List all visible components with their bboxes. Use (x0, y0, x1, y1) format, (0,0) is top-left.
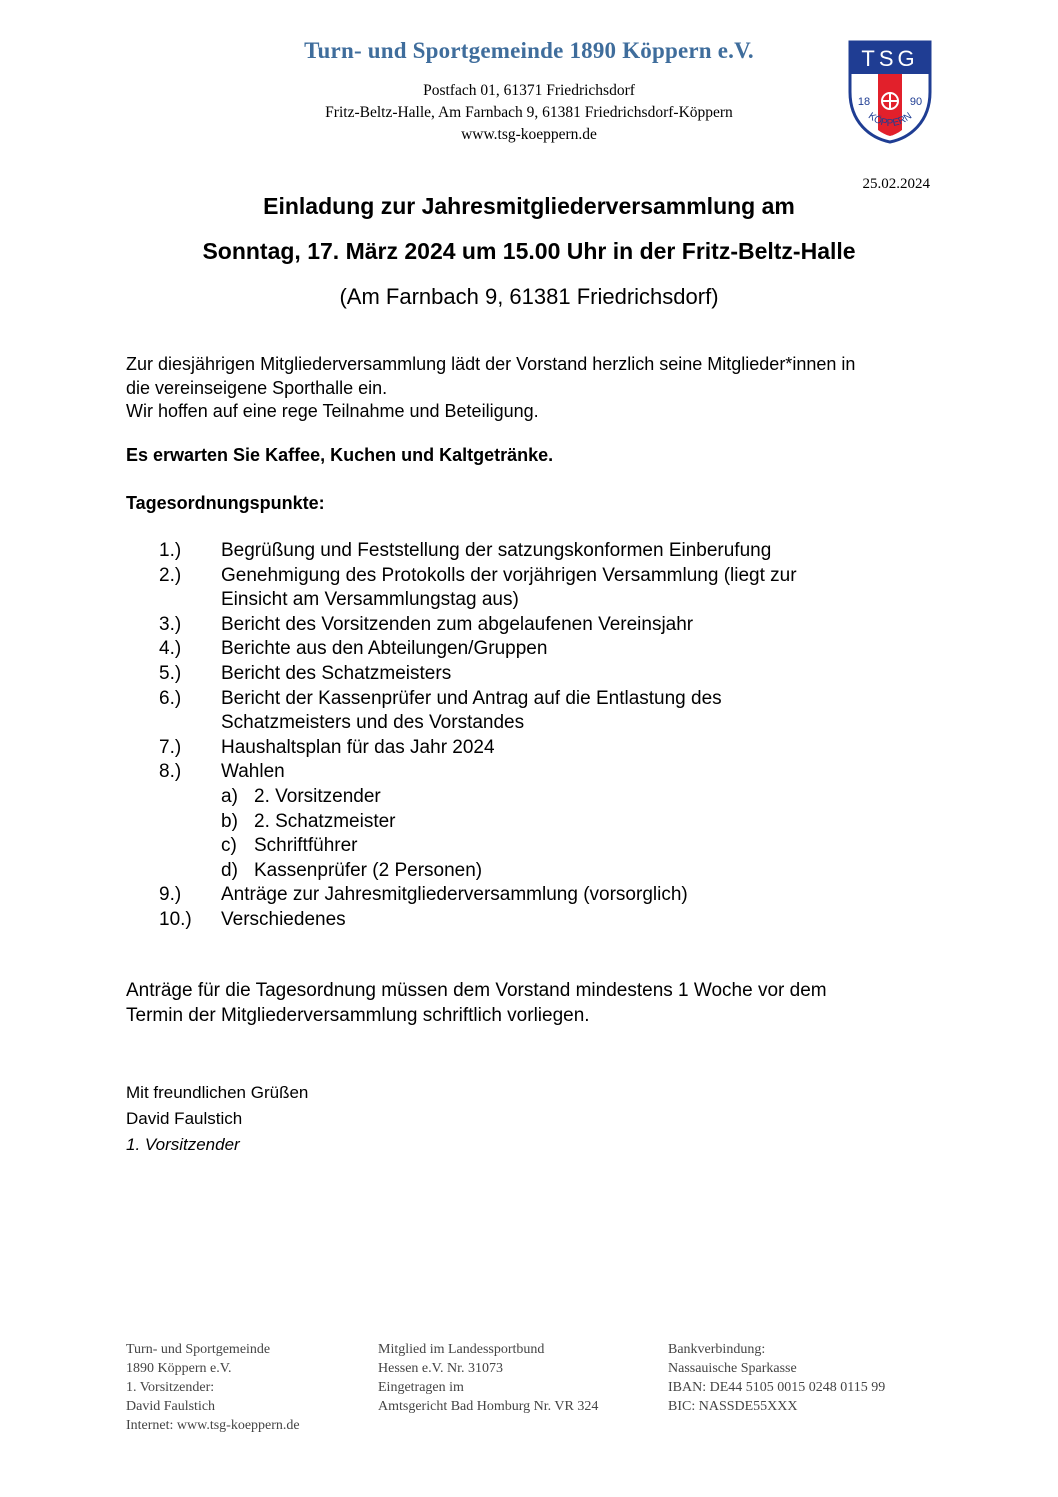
footer-line: Nassauische Sparkasse (668, 1361, 797, 1376)
agenda-item (126, 687, 946, 712)
agenda-item (126, 662, 946, 687)
agenda-text: Begrüßung und Feststellung der satzungskonformen Einberufung (221, 540, 772, 561)
agenda-text: Haushaltsplan für das Jahr 2024 (221, 736, 495, 758)
agenda-text: Wahlen (221, 761, 285, 783)
closing-line: Termin der Mitgliederversammlung schriftlich vorliegen. (126, 1005, 590, 1026)
agenda-text: Verschiedenes (221, 908, 346, 930)
refreshments-note: Es erwarten Sie Kaffee, Kuchen und Kaltgetränke. (126, 445, 554, 465)
agenda-text: Bericht des Vorsitzenden zum abgelaufenen Vereinsjahr (221, 613, 694, 635)
logo-town-text: KÖPPERN (865, 110, 915, 130)
agenda-number: 5.) (159, 662, 182, 684)
agenda-item (126, 564, 946, 589)
intro-line: Wir hoffen auf eine rege Teilnahme und Beteiligung. (126, 401, 539, 421)
footer-line: David Faulstich (126, 1399, 216, 1414)
footer-line: BIC: NASSDE55XXX (668, 1399, 798, 1414)
intro-paragraph (126, 353, 936, 424)
agenda-item-continuation (126, 711, 946, 736)
agenda-subitem (126, 859, 946, 884)
footer-line: Internet: www.tsg-koeppern.de (126, 1418, 300, 1433)
subitem-text: 2. Schatzmeister (254, 810, 396, 832)
agenda-text: Berichte aus den Abteilungen/Gruppen (221, 638, 548, 660)
footer-line: 1. Vorsitzender: (126, 1380, 215, 1395)
postal-address: Postfach 01, 61371 Friedrichsdorf (423, 82, 635, 99)
agenda-number: 6.) (159, 687, 182, 709)
agenda-list (126, 539, 946, 933)
intro-line: die vereinseigene Sporthalle ein. (126, 377, 388, 398)
agenda-number: 7.) (159, 736, 182, 758)
footer-line: Mitglied im Landessportbund (378, 1342, 545, 1357)
subitem-letter: b) (221, 810, 238, 832)
agenda-item (126, 736, 946, 761)
agenda-item (126, 637, 946, 662)
footer-registration-info (378, 1340, 598, 1416)
agenda-number: 3.) (159, 613, 182, 635)
agenda-item (126, 883, 946, 908)
agenda-subitem (126, 834, 946, 859)
signatory-role: 1. Vorsitzender (126, 1135, 240, 1154)
subitem-text: Schriftführer (254, 835, 358, 857)
subitem-text: 2. Vorsitzender (254, 785, 381, 807)
agenda-text: Bericht des Schatzmeisters (221, 662, 452, 684)
agenda-item (126, 613, 946, 638)
footer-bank-info (668, 1340, 885, 1416)
signature-block (126, 1080, 308, 1158)
footer-line: Eingetragen im (378, 1380, 464, 1395)
footer-line: IBAN: DE44 5105 0015 0248 0115 99 (668, 1380, 886, 1395)
closing-line: Anträge für die Tagesordnung müssen dem Vorstand mindestens 1 Woche vor dem (126, 980, 827, 1001)
document-date: 25.02.2024 (862, 176, 930, 192)
agenda-item (126, 539, 946, 564)
logo-year-left: 18 (857, 96, 871, 108)
agenda-heading: Tagesordnungspunkte: (126, 493, 325, 513)
footer-line: Hessen e.V. Nr. 31073 (378, 1361, 503, 1376)
agenda-subitem (126, 810, 946, 835)
agenda-text: Einsicht am Versammlungstag aus) (221, 589, 519, 611)
website: www.tsg-koeppern.de (461, 126, 597, 143)
footer-line: Bankverbindung: (668, 1342, 766, 1357)
agenda-number: 9.) (159, 884, 182, 906)
title-line-2: Sonntag, 17. März 2024 um 15.00 Uhr in der Fritz-Beltz-Halle (202, 238, 856, 264)
agenda-number: 4.) (159, 638, 182, 660)
subitem-letter: c) (221, 835, 237, 857)
subitem-letter: a) (221, 785, 238, 807)
agenda-item (126, 908, 946, 933)
agenda-subitem (126, 785, 946, 810)
closing-note (126, 978, 946, 1028)
intro-line: Zur diesjährigen Mitgliederversammlung lädt der Vorstand herzlich seine Mitglieder*innen in (126, 354, 856, 374)
agenda-text: Anträge zur Jahresmitgliederversammlung (vorsorglich) (221, 884, 688, 906)
footer-line: 1890 Köppern e.V. (126, 1361, 232, 1376)
title-location: (Am Farnbach 9, 61381 Friedrichsdorf) (339, 284, 719, 309)
subitem-letter: d) (221, 859, 238, 881)
agenda-item-continuation (126, 588, 946, 613)
hall-address: Fritz-Beltz-Halle, Am Farnbach 9, 61381 Friedrichsdorf-Köppern (325, 104, 733, 121)
title-line-1: Einladung zur Jahresmitgliederversammlung am (263, 193, 795, 219)
logo-year-right: 90 (909, 96, 923, 108)
agenda-number: 1.) (159, 540, 182, 561)
agenda-number: 8.) (159, 761, 182, 783)
signatory-name: David Faulstich (126, 1109, 243, 1128)
agenda-text: Bericht der Kassenprüfer und Antrag auf die Entlastung des (221, 687, 722, 709)
subitem-text: Kassenprüfer (2 Personen) (254, 859, 483, 881)
logo-letters: TSG (861, 46, 919, 71)
agenda-number: 10.) (159, 908, 192, 930)
footer-line: Turn- und Sportgemeinde (126, 1342, 271, 1357)
agenda-number: 2.) (159, 564, 182, 586)
organization-name: Turn- und Sportgemeinde 1890 Köppern e.V. (304, 38, 754, 63)
tsg-club-logo (848, 40, 932, 144)
footer-club-info (126, 1340, 300, 1435)
greeting: Mit freundlichen Grüßen (126, 1083, 309, 1102)
agenda-item (126, 760, 946, 785)
agenda-text: Genehmigung des Protokolls der vorjährigen Versammlung (liegt zur (221, 564, 797, 586)
agenda-text: Schatzmeisters und des Vorstandes (221, 712, 525, 734)
footer-line: Amtsgericht Bad Homburg Nr. VR 324 (378, 1399, 599, 1414)
